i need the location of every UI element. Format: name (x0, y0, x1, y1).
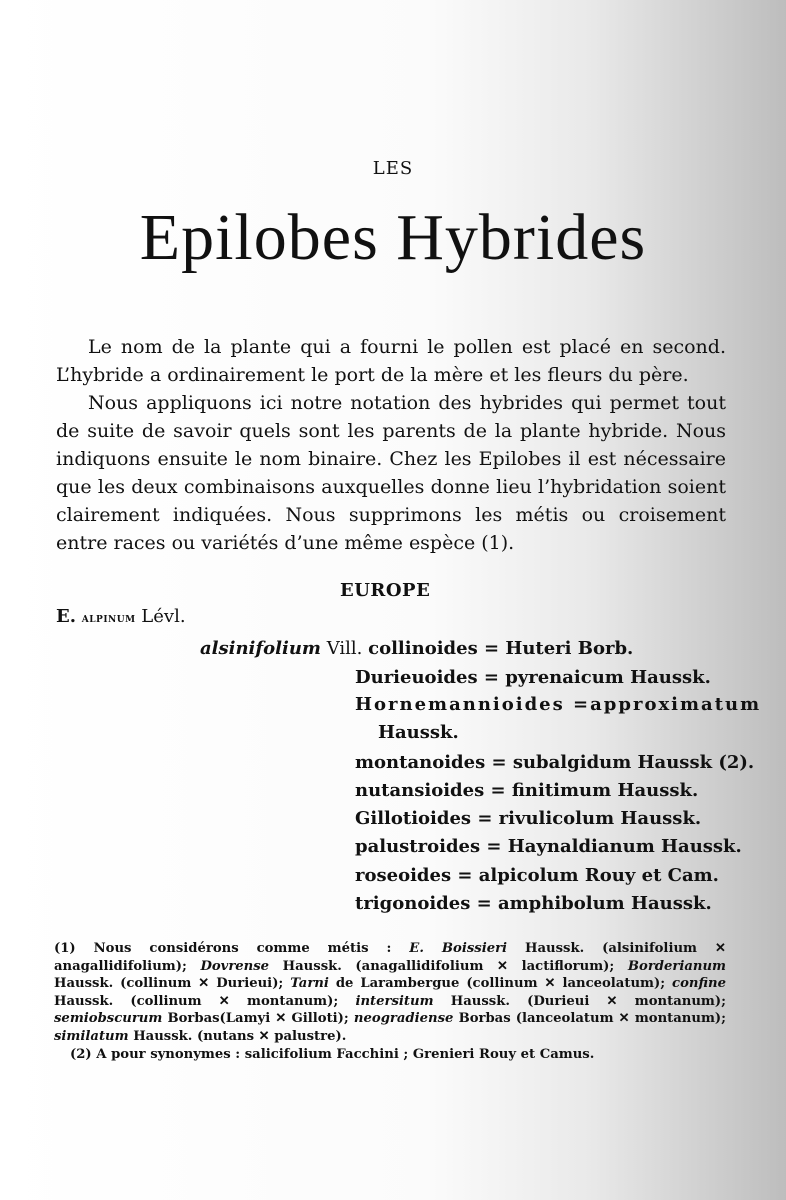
hybrid-line: palustroides = Haynaldianum Haussk. (355, 836, 742, 857)
footnotes (54, 940, 726, 1063)
hybrid-line: montanoides = subalgidum Haussk (2). (355, 752, 755, 773)
hybrid-name: neogradiense (353, 1011, 454, 1027)
hybrid-line: Hornemannioides =approximatum (355, 694, 762, 715)
intro-text (56, 333, 726, 557)
section-heading-europe: EUROPE (340, 580, 431, 601)
hybrid-name: Dovrense (200, 958, 270, 974)
hybrid-parents: Haussk. (alsinifolium ✕ anagallidifolium); (54, 941, 726, 974)
hybrid-name: confine (672, 976, 727, 992)
hybrid-parents: Borbas (lanceolatum ✕ montanum); (458, 1011, 727, 1027)
species-author: Lévl. (141, 606, 186, 627)
header-les: LES (372, 158, 414, 179)
hybrid-name: intersitum (355, 993, 434, 1009)
footnote-1 (54, 940, 726, 1046)
hybrid-line: roseoides = alpicolum Rouy et Cam. (355, 865, 719, 886)
intro-paragraph-2: Nous appliquons ici notre notation des hybrides qui permet tout de suite de savoir quels sont les parents de la plante hybride. Nous indiquons ensuite le nom binaire. Chez les Epilobes il est nécessaire que les deux combinaisons auxquelles donne lieu l’hybridation soient clairement indiquées. Nous supprimons les métis ou croisement entre races ou variétés d’une même espèce (1). (56, 392, 726, 554)
hybrid-parents: Borbas(Lamyi ✕ Gilloti); (167, 1011, 349, 1027)
hybrid-name: Borderianum (627, 958, 727, 974)
species-prefix: E. (56, 606, 76, 627)
hybrid-line: Durieuoides = pyrenaicum Haussk. (355, 667, 711, 688)
species-entry (56, 606, 186, 627)
hybrid-line: Gillotioides = rivulicolum Haussk. (355, 808, 702, 829)
lead-author: Vill. (326, 638, 363, 659)
hybrid-name: similatum (54, 1028, 129, 1044)
intro-paragraph-1: Le nom de la plante qui a fourni le pollen est placé en second. L’hybride a ordinairement le port de la mère et les fleurs du père. (56, 336, 726, 386)
species-name: alpinum (81, 611, 136, 626)
hybrid-line: Haussk. (378, 722, 459, 743)
lead-species: alsinifolium (200, 638, 321, 659)
hybrid-parents: Haussk. (collinum ✕ Durieui); (54, 976, 284, 992)
hybrid-name: E. Boissieri (409, 941, 508, 956)
footnote-1-label: (1) Nous considérons comme métis : (54, 941, 392, 956)
hybrid-parents: Haussk. (nutans ✕ palustre). (133, 1028, 347, 1044)
hybrid-name: semiobscurum (54, 1011, 163, 1027)
hybrid-name: Tarni (290, 976, 329, 992)
hybrid-line: nutansioides = finitimum Haussk. (355, 780, 699, 801)
footnote-2: (2) A pour synonymes : salicifolium Facchini ; Grenieri Rouy et Camus. (70, 1046, 595, 1062)
hybrid-parents: de Larambergue (collinum ✕ lanceolatum); (335, 976, 666, 992)
hybrid-parents: Haussk. (Durieui ✕ montanum); (450, 993, 726, 1009)
lead-hybrid: collinoides = Huteri Borb. (368, 638, 634, 659)
hybrid-line: trigonoides = amphibolum Haussk. (355, 893, 712, 914)
hybrid-lead-line (200, 638, 633, 659)
hybrid-parents: Haussk. (anagallidifolium ✕ lactiflorum); (282, 958, 615, 974)
page-title: Epilobes Hybrides (139, 201, 647, 274)
hybrid-parents: Haussk. (collinum ✕ montanum); (54, 993, 339, 1009)
